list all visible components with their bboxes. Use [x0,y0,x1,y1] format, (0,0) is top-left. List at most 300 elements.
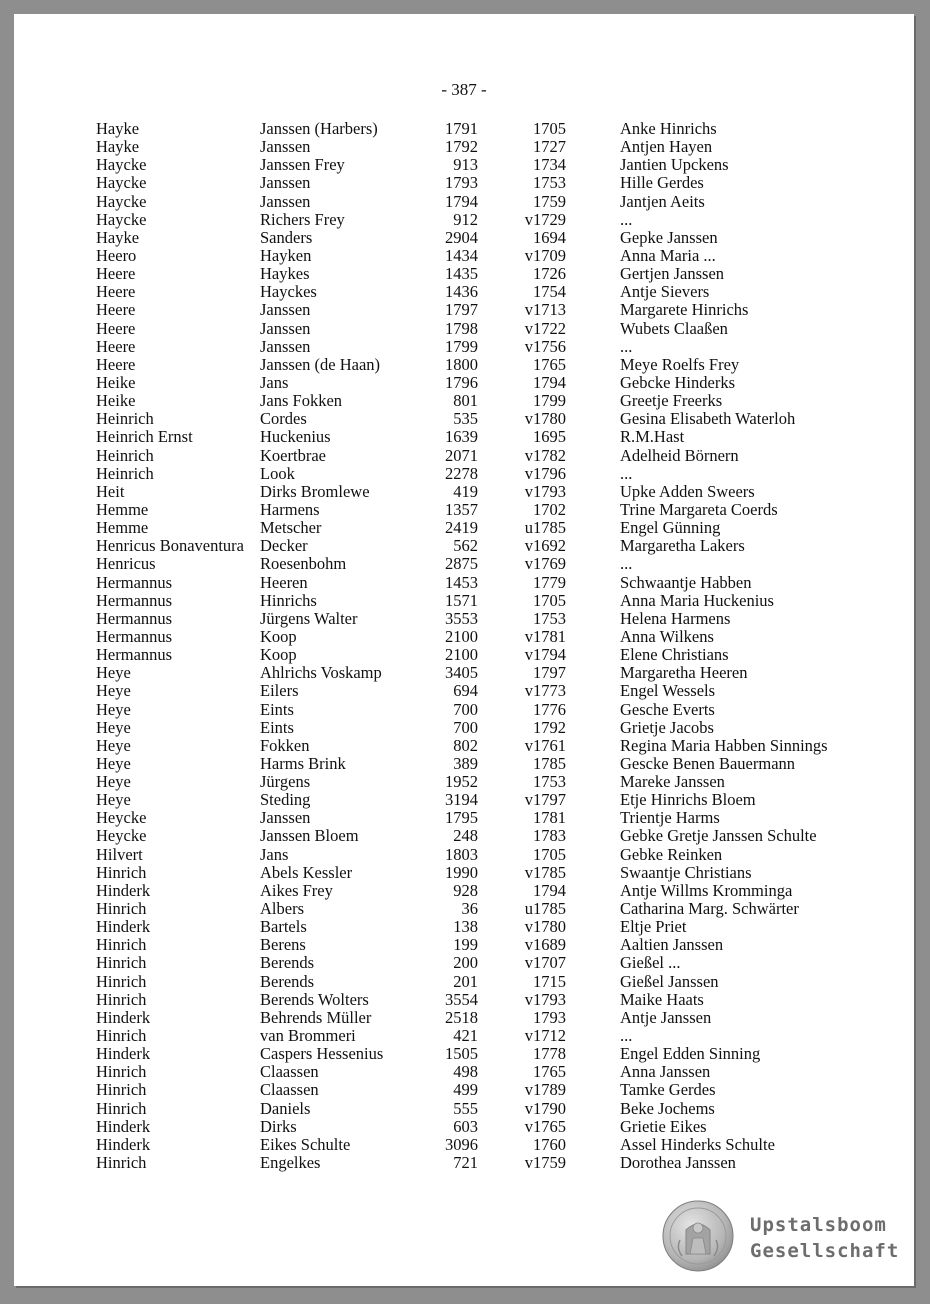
first-name: Hemme [96,499,149,519]
entry-row [14,791,914,809]
surname: Janssen Bloem [260,826,359,846]
spouse: Engel Edden Sinning [620,1044,761,1064]
family-number: 2875 [445,554,478,574]
surname: Eilers [260,681,299,701]
spouse: Gepke Janssen [620,227,718,247]
family-number: 1800 [445,354,478,374]
surname: Claassen [260,1080,319,1100]
first-name: Heere [96,336,136,356]
family-number: 721 [453,1153,478,1173]
entry-row [14,628,914,646]
entry-row [14,827,914,845]
first-name: Hinrich [96,862,147,882]
surname: Dirks Bromlewe [260,481,370,501]
spouse: Aaltien Janssen [620,935,724,955]
surname: Huckenius [260,427,331,447]
year: v1759 [524,1153,566,1173]
entry-row [14,465,914,483]
entry-row [14,954,914,972]
family-number: 928 [453,880,478,900]
entry-row [14,356,914,374]
surname: Aikes Frey [260,880,333,900]
entry-row [14,900,914,918]
upstalsboom-logo [662,1200,902,1274]
surname: Jans [260,844,289,864]
first-name: Hinderk [96,1044,151,1064]
year: 1753 [533,608,566,628]
spouse: Jantien Upckens [620,155,729,175]
year: v1790 [524,1098,566,1118]
year: 1694 [533,227,566,247]
year: v1761 [524,735,566,755]
entry-row [14,410,914,428]
year: 1792 [533,717,566,737]
surname: Eikes Schulte [260,1134,351,1154]
spouse: Margaretha Heeren [620,663,748,683]
entry-row [14,809,914,827]
year: v1689 [524,935,566,955]
surname: Koertbrae [260,445,326,465]
entry-row [14,755,914,773]
spouse: Mareke Janssen [620,772,725,792]
family-number: 1794 [445,191,478,211]
year: 1702 [533,499,566,519]
first-name: Heinrich [96,445,154,465]
entry-row [14,701,914,719]
first-name: Heere [96,282,136,302]
entry-row [14,247,914,265]
spouse: Greetje Freerks [620,391,723,411]
first-name: Hemme [96,518,149,538]
first-name: Hinrich [96,1062,147,1082]
year: v1781 [524,626,566,646]
page-number: - 387 - [441,80,487,99]
family-number: 421 [453,1026,478,1046]
family-number: 2904 [445,227,478,247]
surname: Daniels [260,1098,311,1118]
year: v1785 [524,862,566,882]
seal-icon [662,1200,734,1272]
first-name: Hinrich [96,1098,147,1118]
year: v1773 [524,681,566,701]
spouse: Gießel ... [620,953,681,973]
entry-row [14,973,914,991]
spouse: Grietje Jacobs [620,717,714,737]
first-name: Heye [96,717,131,737]
surname: Koop [260,626,297,646]
year: 1793 [533,1007,566,1027]
year: v1796 [524,463,566,483]
entry-row [14,991,914,1009]
spouse: Antjen Hayen [620,137,713,157]
surname: Janssen [260,318,311,338]
spouse: Anna Janssen [620,1062,711,1082]
entry-row [14,1100,914,1118]
spouse: Gießel Janssen [620,971,719,991]
family-number: 3554 [445,989,478,1009]
entry-row [14,574,914,592]
family-number: 1797 [445,300,478,320]
first-name: Hinrich [96,1153,147,1173]
surname: Berends [260,971,315,991]
family-number: 802 [453,735,478,755]
entry-row [14,211,914,229]
surname: Janssen [260,808,311,828]
first-name: Hinrich [96,989,147,1009]
entry-row [14,519,914,537]
first-name: Hayke [96,119,140,138]
family-number: 535 [453,409,478,429]
entry-row [14,555,914,573]
first-name: Hayke [96,227,140,247]
first-name: Heero [96,245,137,265]
spouse: Swaantje Christians [620,862,752,882]
spouse: Antje Willms Kromminga [620,880,793,900]
year: 1695 [533,427,566,447]
family-number: 248 [453,826,478,846]
family-number: 3096 [445,1134,478,1154]
surname: Harms Brink [260,753,346,773]
first-name: Heye [96,753,131,773]
first-name: Hermannus [96,608,173,628]
surname: Berens [260,935,306,955]
spouse: Etje Hinrichs Bloem [620,790,756,810]
spouse: Tamke Gerdes [620,1080,716,1100]
family-number: 1795 [445,808,478,828]
family-number: 1803 [445,844,478,864]
first-name: Hinrich [96,935,147,955]
year: u1785 [524,518,566,538]
spouse: Hille Gerdes [620,173,704,193]
year: v1780 [524,917,566,937]
year: 1794 [533,372,566,392]
first-name: Heinrich [96,463,154,483]
entry-row [14,1081,914,1099]
entry-row [14,501,914,519]
entry-row [14,1118,914,1136]
genealogy-entry-list [14,120,914,1172]
entry-row [14,447,914,465]
first-name: Hinrich [96,971,147,991]
entry-row [14,301,914,319]
entry-row [14,773,914,791]
spouse: Catharina Marg. Schwärter [620,899,799,919]
first-name: Heere [96,354,136,374]
surname: Richers Frey [260,209,345,229]
first-name: Heye [96,772,131,792]
surname: Look [260,463,295,483]
year: v1756 [524,336,566,356]
family-number: 694 [453,681,478,701]
year: v1789 [524,1080,566,1100]
year: v1769 [524,554,566,574]
spouse: Elene Christians [620,645,729,665]
spouse: Regina Maria Habben Sinnings [620,735,828,755]
surname: Hinrichs [260,590,317,610]
family-number: 912 [453,209,478,229]
year: v1797 [524,790,566,810]
spouse: Gescke Benen Bauermann [620,753,796,773]
entry-row [14,392,914,410]
family-number: 1799 [445,336,478,356]
entry-row [14,1136,914,1154]
logo-text-line2: Gesellschaft [750,1240,900,1262]
entry-row [14,737,914,755]
first-name: Heye [96,699,131,719]
spouse: R.M.Hast [620,427,685,447]
year: v1794 [524,645,566,665]
year: 1765 [533,354,566,374]
first-name: Hinrich [96,953,147,973]
entry-row [14,428,914,446]
surname: Jürgens [260,772,311,792]
surname: Janssen (de Haan) [260,354,381,374]
surname: Janssen [260,336,311,356]
first-name: Henricus [96,554,156,574]
first-name: Hermannus [96,572,173,592]
year: v1713 [524,300,566,320]
spouse: Maike Haats [620,989,704,1009]
surname: Heeren [260,572,308,592]
surname: Janssen [260,173,311,193]
entry-row [14,864,914,882]
first-name: Haycke [96,209,147,229]
year: 1753 [533,173,566,193]
family-number: 1434 [445,245,478,265]
document-page [14,14,914,1286]
spouse: Adelheid Börnern [620,445,739,465]
year: v1709 [524,245,566,265]
year: 1754 [533,282,566,302]
family-number: 562 [453,536,478,556]
family-number: 200 [453,953,478,973]
surname: van Brommeri [260,1026,356,1046]
family-number: 1571 [445,590,478,610]
year: 1760 [533,1134,566,1154]
spouse: Anna Maria Huckenius [620,590,774,610]
surname: Abels Kessler [260,862,353,882]
surname: Jans Fokken [260,391,343,411]
surname: Harmens [260,499,320,519]
family-number: 3194 [445,790,478,810]
year: 1759 [533,191,566,211]
surname: Koop [260,645,297,665]
family-number: 1791 [445,119,478,138]
family-number: 419 [453,481,478,501]
year: 1778 [533,1044,566,1064]
surname: Fokken [260,735,310,755]
entry-row [14,664,914,682]
family-number: 913 [453,155,478,175]
first-name: Haycke [96,173,147,193]
surname: Engelkes [260,1153,321,1173]
year: v1707 [524,953,566,973]
first-name: Hermannus [96,590,173,610]
spouse: Dorothea Janssen [620,1153,736,1173]
year: v1692 [524,536,566,556]
spouse: Gebke Gretje Janssen Schulte [620,826,817,846]
family-number: 1357 [445,499,478,519]
spouse: Gebke Reinken [620,844,723,864]
first-name: Hinderk [96,1116,151,1136]
family-number: 3553 [445,608,478,628]
surname: Janssen [260,300,311,320]
surname: Janssen Frey [260,155,345,175]
family-number: 1796 [445,372,478,392]
entry-row [14,918,914,936]
first-name: Heinrich [96,409,154,429]
surname: Eints [260,717,294,737]
entry-row [14,1009,914,1027]
first-name: Hilvert [96,844,143,864]
entry-row [14,936,914,954]
year: 1726 [533,264,566,284]
entry-row [14,120,914,138]
spouse: Engel Wessels [620,681,716,701]
surname: Sanders [260,227,313,247]
surname: Steding [260,790,311,810]
year: 1797 [533,663,566,683]
entry-row [14,156,914,174]
family-number: 1436 [445,282,478,302]
surname: Behrends Müller [260,1007,372,1027]
surname: Roesenbohm [260,554,347,574]
family-number: 389 [453,753,478,773]
surname: Janssen (Harbers) [260,119,378,138]
spouse: Anna Wilkens [620,626,714,646]
family-number: 201 [453,971,478,991]
spouse: Trine Margareta Coerds [620,499,778,519]
spouse: Engel Günning [620,518,721,538]
spouse: Schwaantje Habben [620,572,752,592]
year: 1785 [533,753,566,773]
surname: Janssen [260,137,311,157]
entry-row [14,1027,914,1045]
family-number: 1990 [445,862,478,882]
spouse: ... [620,463,633,483]
family-number: 2071 [445,445,478,465]
surname: Decker [260,536,308,556]
year: 1727 [533,137,566,157]
entry-row [14,374,914,392]
surname: Jans [260,372,289,392]
year: v1722 [524,318,566,338]
first-name: Haycke [96,191,147,211]
spouse: Trientje Harms [620,808,720,828]
year: v1793 [524,989,566,1009]
year: 1715 [533,971,566,991]
surname: Jürgens Walter [260,608,358,628]
entry-row [14,846,914,864]
spouse: Gesche Everts [620,699,715,719]
surname: Cordes [260,409,307,429]
first-name: Hinrich [96,899,147,919]
entry-row [14,193,914,211]
year: 1753 [533,772,566,792]
spouse: Gebcke Hinderks [620,372,736,392]
year: 1794 [533,880,566,900]
spouse: Margarete Hinrichs [620,300,749,320]
first-name: Hermannus [96,645,173,665]
entry-row [14,537,914,555]
spouse: Beke Jochems [620,1098,715,1118]
family-number: 1505 [445,1044,478,1064]
first-name: Heere [96,300,136,320]
year: 1779 [533,572,566,592]
entry-row [14,592,914,610]
family-number: 1639 [445,427,478,447]
first-name: Heycke [96,826,147,846]
spouse: Gertjen Janssen [620,264,725,284]
spouse: Gesina Elisabeth Waterloh [620,409,796,429]
year: v1782 [524,445,566,465]
entry-row [14,610,914,628]
family-number: 555 [453,1098,478,1118]
first-name: Hinderk [96,917,151,937]
first-name: Heye [96,735,131,755]
entry-row [14,682,914,700]
spouse: Helena Harmens [620,608,731,628]
first-name: Haycke [96,155,147,175]
year: 1705 [533,844,566,864]
spouse: ... [620,336,633,356]
year: 1765 [533,1062,566,1082]
spouse: Meye Roelfs Frey [620,354,740,374]
family-number: 499 [453,1080,478,1100]
entry-row [14,719,914,737]
family-number: 2278 [445,463,478,483]
year: 1705 [533,119,566,138]
spouse: Wubets Claaßen [620,318,728,338]
spouse: ... [620,1026,633,1046]
year: 1783 [533,826,566,846]
spouse: Margaretha Lakers [620,536,745,556]
entry-row [14,1063,914,1081]
entry-row [14,338,914,356]
year: 1734 [533,155,566,175]
family-number: 1435 [445,264,478,284]
entry-row [14,283,914,301]
family-number: 603 [453,1116,478,1136]
spouse: Antje Janssen [620,1007,712,1027]
entry-row [14,646,914,664]
first-name: Heike [96,391,136,411]
year: v1765 [524,1116,566,1136]
year: v1712 [524,1026,566,1046]
year: u1785 [524,899,566,919]
spouse: Grietie Eikes [620,1116,707,1136]
first-name: Hinderk [96,880,151,900]
entry-row [14,265,914,283]
family-number: 1793 [445,173,478,193]
surname: Janssen [260,191,311,211]
year: v1793 [524,481,566,501]
family-number: 2518 [445,1007,478,1027]
spouse: Upke Adden Sweers [620,481,755,501]
first-name: Henricus Bonaventura [96,536,244,556]
spouse: ... [620,209,633,229]
first-name: Hinderk [96,1134,151,1154]
first-name: Hayke [96,137,140,157]
surname: Berends Wolters [260,989,369,1009]
surname: Eints [260,699,294,719]
entry-row [14,1154,914,1172]
year: v1780 [524,409,566,429]
family-number: 1792 [445,137,478,157]
entry-row [14,229,914,247]
first-name: Hinrich [96,1080,147,1100]
family-number: 3405 [445,663,478,683]
